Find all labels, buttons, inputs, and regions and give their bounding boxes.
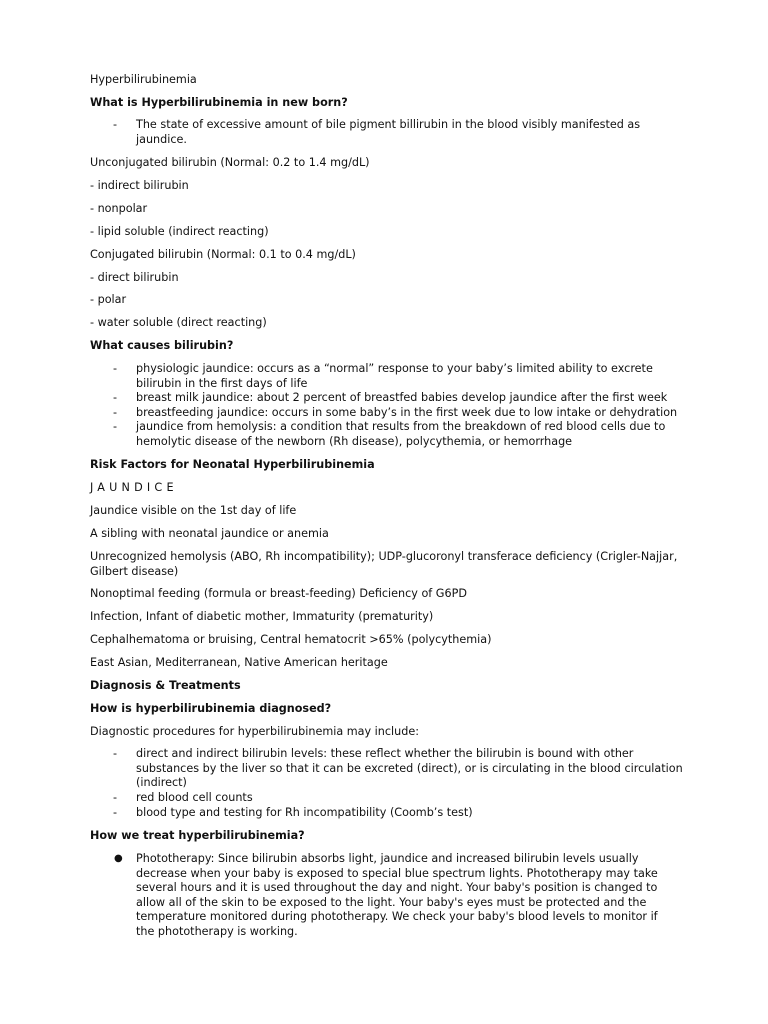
risk-heading: Risk Factors for Neonatal Hyperbilirubinemia [90, 458, 375, 471]
dash-bullet: - [113, 420, 118, 433]
conjugated-line: - direct bilirubin [90, 271, 179, 284]
unconjugated-heading: Unconjugated bilirubin (Normal: 0.2 to 1.4 mg/dL) [90, 156, 370, 169]
risk-line: Jaundice visible on the 1st day of life [90, 504, 297, 517]
text-line: jaundice. [136, 132, 187, 146]
text-line: the phototherapy is working. [136, 924, 298, 938]
treatment-item [136, 852, 696, 940]
dash-bullet: - [113, 406, 118, 419]
text-line: temperature monitored during phototherapy. We check your baby's blood levels to monitor if [136, 910, 658, 924]
conjugated-heading: Conjugated bilirubin (Normal: 0.1 to 0.4 mg/dL) [90, 248, 356, 261]
text-line: breastfeeding jaundice: occurs in some baby’s in the first week due to low intake or dehydration [136, 406, 678, 419]
risk-line: Nonoptimal feeding (formula or breast-feeding) Deficiency of G6PD [90, 587, 467, 600]
text-line: hemolytic disease of the newborn (Rh disease), polycythemia, or hemorrhage [136, 434, 573, 448]
risk-line: Cephalhematoma or bruising, Central hematocrit >65% (polycythemia) [90, 633, 492, 646]
cause-item [136, 406, 696, 421]
treatment-heading: How we treat hyperbilirubinemia? [90, 829, 305, 842]
text-line: (indirect) [136, 776, 187, 790]
document-title: Hyperbilirubinemia [90, 73, 197, 86]
text-line: direct and indirect bilirubin levels: these reflect whether the bilirubin is bound with other [136, 747, 634, 760]
risk-line: Unrecognized hemolysis (ABO, Rh incompatibility); UDP-glucoronyl transferace deficiency (Crigler-Najjar, [90, 550, 678, 563]
diagnosed-question: How is hyperbilirubinemia diagnosed? [90, 702, 332, 715]
text-line: decrease when your baby is exposed to special blue spectrum lights. Phototherapy may take [136, 866, 658, 880]
question-heading: What is Hyperbilirubinemia in new born? [90, 96, 348, 109]
unconjugated-line: - indirect bilirubin [90, 179, 189, 192]
unconjugated-line: - nonpolar [90, 202, 148, 215]
text-line: bilirubin in the first days of life [136, 376, 308, 390]
definition-item [136, 118, 696, 147]
text-line: several hours and it is used throughout the day and night. Your baby's position is changed to [136, 881, 658, 895]
text-line: red blood cell counts [136, 791, 253, 804]
diagnosis-item [136, 791, 696, 806]
text-line: blood type and testing for Rh incompatibility (Coomb’s test) [136, 806, 473, 819]
diagnosis-heading: Diagnosis & Treatments [90, 679, 241, 692]
diagnosis-intro: Diagnostic procedures for hyperbilirubinemia may include: [90, 725, 419, 738]
causes-heading: What causes bilirubin? [90, 339, 234, 352]
risk-line: East Asian, Mediterranean, Native American heritage [90, 656, 388, 669]
dash-bullet: - [113, 747, 118, 760]
dash-bullet: - [113, 791, 118, 804]
diagnosis-item [136, 806, 696, 821]
cause-item [136, 420, 696, 449]
risk-line: A sibling with neonatal jaundice or anemia [90, 527, 329, 540]
conjugated-line: - water soluble (direct reacting) [90, 316, 267, 329]
text-line: jaundice from hemolysis: a condition that results from the breakdown of red blood cells due to [136, 420, 666, 433]
dash-bullet: - [113, 806, 118, 819]
jaundice-acronym: JAUNDICE [90, 481, 178, 494]
text-line: The state of excessive amount of bile pigment billirubin in the blood visibly manifested as [136, 118, 641, 131]
risk-line: Infection, Infant of diabetic mother, Immaturity (prematurity) [90, 610, 434, 623]
text-line: breast milk jaundice: about 2 percent of breastfed babies develop jaundice after the first week [136, 391, 668, 404]
risk-line: Gilbert disease) [90, 565, 179, 578]
diagnosis-item [136, 747, 696, 791]
dash-bullet: - [113, 118, 118, 131]
cause-item [136, 391, 696, 406]
text-line: physiologic jaundice: occurs as a “normal” response to your baby’s limited ability to excrete [136, 362, 653, 375]
cause-item [136, 362, 696, 391]
conjugated-line: - polar [90, 293, 127, 306]
dash-bullet: - [113, 362, 118, 375]
text-line: substances by the liver so that it can be excreted (direct), or is circulating in the blood circulation [136, 761, 683, 775]
dash-bullet: - [113, 391, 118, 404]
round-bullet: ● [114, 853, 123, 864]
text-line: Phototherapy: Since bilirubin absorbs light, jaundice and increased bilirubin levels usually [136, 852, 639, 865]
unconjugated-line: - lipid soluble (indirect reacting) [90, 225, 269, 238]
text-line: allow all of the skin to be exposed to the light. Your baby's eyes must be protected and the [136, 895, 647, 909]
